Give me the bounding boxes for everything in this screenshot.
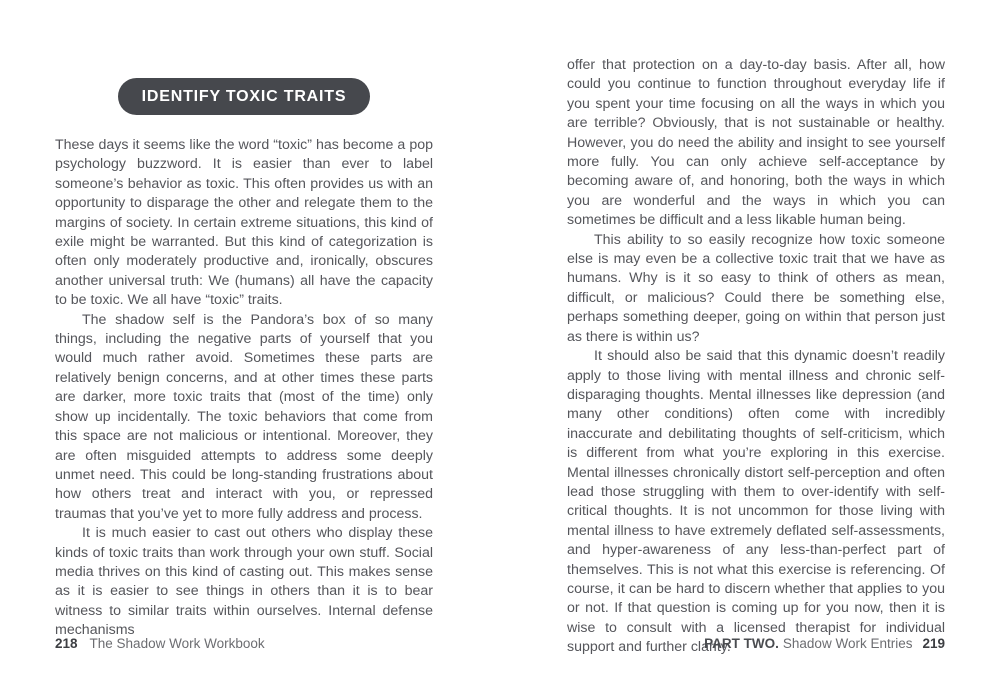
section-title-badge: IDENTIFY TOXIC TRAITS	[118, 78, 371, 115]
paragraph: It is much easier to cast out others who display these kinds of toxic traits than work through your own stuff. Social media thrives on this kind of casting out. This makes sense as it is easier to see things in others than it is to bear witness to similar traits within ourselves. Internal defense mechanisms	[55, 525, 433, 639]
section-title: Shadow Work Entries	[782, 636, 913, 651]
paragraph: This ability to so easily recognize how toxic someone else is may even be a collective toxic trait that we have as humans. Why is it so easy to think of others as mean, difficult, or malicious? Could there be something else, perhaps something deeper, going on within that person just as there is within us?	[567, 231, 945, 345]
left-body-text	[55, 136, 433, 641]
page-right	[567, 0, 945, 682]
paragraph: The shadow self is the Pandora’s box of so many things, including the negative parts of yourself that you would much rather avoid. Sometimes these parts are relatively benign concerns, and at other times these parts are darker, more toxic traits that (most of the time) only show up incidentally. The toxic behaviors that come from this space are not malicious or intentional. Moreover, they are often misguided attempts to address some deeply unmet need. This could be long-standing frustrations about how others treat and interact with you, or repressed traumas that you’ve yet to more fully address and process.	[55, 311, 433, 522]
part-label: PART TWO.	[704, 636, 779, 651]
book-title: The Shadow Work Workbook	[89, 636, 265, 651]
paragraph: It should also be said that this dynamic doesn’t readily apply to those living with mental illness and chronic self-disparaging thoughts. Mental illnesses like depression (and many other conditions) often come with incredibly inaccurate and debilitating thoughts of self-criticism, which is different from what you’re exploring in this exercise. Mental illnesses chronically distort self-perception and often lead those struggling with them to over-identify with self-critical thoughts. It is not uncommon for those living with mental illness to have extremely deflated self-assessments, and hyper-awareness of any less-than-perfect part of themselves. This is not what this exercise is referencing. Of course, it can be hard to discern whether that applies to you or not. If that question is coming up for you now, then it is wise to consult with a licensed therapist for individual support and further clarity.	[567, 348, 945, 656]
right-body-text	[567, 56, 945, 658]
paragraph: offer that protection on a day-to-day basis. After all, how could you continue to function throughout everyday life if you spent your time focusing on all the ways in which you are terrible? Obviously, that is not sustainable or healthy. However, you do need the ability and insight to see yourself more fully. You can only achieve self-acceptance by becoming aware of, and honoring, both the ways in which you are wonderful and the ways in which you can sometimes be difficult and a less likable human being.	[567, 57, 945, 229]
page-number-left: 218	[55, 636, 78, 651]
paragraph: These days it seems like the word “toxic” has become a pop psychology buzzword. It is easier than ever to label someone’s behavior as toxic. This often provides us with an opportunity to disparage the other and relegate them to the margins of society. In certain extreme situations, this kind of exile might be warranted. But this kind of categorization is often only moderately productive and, ironically, obscures another universal truth: We (humans) all have the capacity to be toxic. We all have “toxic” traits.	[55, 137, 433, 309]
page-number-right: 219	[922, 636, 945, 651]
section-badge-row	[55, 78, 433, 115]
footer-right	[704, 636, 945, 651]
footer-left	[55, 636, 265, 651]
page-left	[55, 0, 433, 682]
